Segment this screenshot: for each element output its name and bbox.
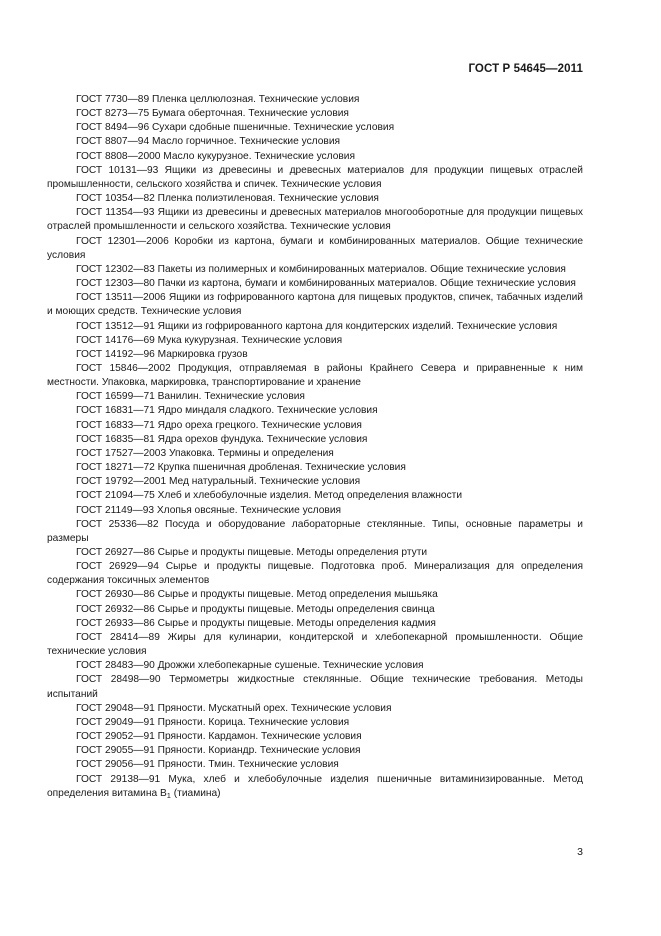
- reference-item: ГОСТ 12301—2006 Коробки из картона, бумаги и комбинированных материалов. Общие технические условия: [47, 235, 583, 261]
- reference-item: ГОСТ 26930—86 Сырье и продукты пищевые. Метод определения мышьяка: [76, 589, 438, 601]
- reference-item: ГОСТ 8494—96 Сухари сдобные пшеничные. Технические условия: [76, 122, 395, 134]
- reference-item: ГОСТ 16835—81 Ядра орехов фундука. Технические условия: [76, 433, 368, 445]
- reference-item: ГОСТ 26932—86 Сырье и продукты пищевые. Методы определения свинца: [76, 603, 435, 615]
- reference-item: ГОСТ 26929—94 Сырье и продукты пищевые. Подготовка проб. Минерализация для определения содержания токсичных элементов: [47, 561, 583, 587]
- reference-item: ГОСТ 25336—82 Посуда и оборудование лабораторные стеклянные. Типы, основные параметры и размеры: [47, 518, 583, 544]
- reference-item: ГОСТ 28483—90 Дрожжи хлебопекарные сушеные. Технические условия: [76, 660, 424, 672]
- reference-item: ГОСТ 29052—91 Пряности. Кардамон. Технические условия: [76, 731, 362, 743]
- reference-item: ГОСТ 16599—71 Ванилин. Технические условия: [76, 391, 305, 403]
- reference-item: ГОСТ 16833—71 Ядро ореха грецкого. Технические условия: [76, 419, 362, 431]
- reference-item: ГОСТ 29048—91 Пряности. Мускатный орех. Технические условия: [76, 702, 392, 714]
- reference-item: ГОСТ 29049—91 Пряности. Корица. Технические условия: [76, 716, 350, 728]
- reference-item: ГОСТ 10131—93 Ящики из древесины и древесных материалов для продукции пищевых отраслей промышленности, сельского хозяйства и спичек. Технические условия: [47, 164, 583, 190]
- reference-item: ГОСТ 26933—86 Сырье и продукты пищевые. Методы определения кадмия: [76, 617, 436, 629]
- reference-item: ГОСТ 13512—91 Ящики из гофрированного картона для кондитерских изделий. Технические условия: [76, 320, 558, 332]
- reference-item: ГОСТ 12303—80 Пачки из картона, бумаги и комбинированных материалов. Общие технические условия: [76, 278, 576, 290]
- reference-item: ГОСТ 12302—83 Пакеты из полимерных и комбинированных материалов. Общие технические условия: [76, 263, 566, 275]
- reference-item: ГОСТ 8273—75 Бумага оберточная. Технические условия: [76, 108, 349, 120]
- reference-suffix: (тиамина): [170, 787, 221, 799]
- reference-item: ГОСТ 11354—93 Ящики из древесины и древесных материалов многооборотные для продукции пищевых отраслей промышленности и сельского хозяйства. Технические условия: [47, 207, 583, 233]
- reference-item: ГОСТ 19792—2001 Мед натуральный. Технические условия: [76, 476, 361, 488]
- reference-item: ГОСТ 21149—93 Хлопья овсяные. Технические условия: [76, 504, 342, 516]
- document-id: ГОСТ Р 54645—2011: [468, 63, 583, 75]
- reference-item: ГОСТ 29056—91 Пряности. Тмин. Технические условия: [76, 759, 339, 771]
- reference-item: ГОСТ 14192—96 Маркировка грузов: [76, 348, 248, 360]
- reference-item: [47, 773, 583, 801]
- reference-item: ГОСТ 16831—71 Ядро миндаля сладкого. Технические условия: [76, 405, 378, 417]
- page-number: 3: [577, 846, 583, 858]
- reference-item: ГОСТ 28414—89 Жиры для кулинарии, кондитерской и хлебопекарной промышленности. Общие технические условия: [47, 631, 583, 658]
- reference-item: ГОСТ 18271—72 Крупка пшеничная дробленая. Технические условия: [76, 462, 406, 474]
- reference-subscript: 1: [166, 790, 171, 800]
- reference-item: ГОСТ 26927—86 Сырье и продукты пищевые. Методы определения ртути: [76, 547, 428, 558]
- reference-item: ГОСТ 21094—75 Хлеб и хлебобулочные изделия. Метод определения влажности: [76, 490, 463, 502]
- reference-item: ГОСТ 13511—2006 Ящики из гофрированного картона для пищевых продуктов, спичек, табачных изделий и моющих средств. Технические условия: [47, 292, 583, 318]
- reference-item: ГОСТ 8807—94 Масло горчичное. Технические условия: [76, 136, 341, 148]
- reference-item: ГОСТ 8808—2000 Масло кукурузное. Технические условия: [76, 150, 355, 162]
- reference-item: ГОСТ 29055—91 Пряности. Кориандр. Технические условия: [76, 745, 361, 757]
- reference-item: ГОСТ 7730—89 Пленка целлюлозная. Технические условия: [76, 94, 360, 105]
- reference-item: ГОСТ 10354—82 Пленка полиэтиленовая. Технические условия: [76, 193, 379, 205]
- reference-item: ГОСТ 28498—90 Термометры жидкостные стеклянные. Общие технические требования. Методы испытаний: [47, 674, 583, 700]
- reference-item: ГОСТ 15846—2002 Продукция, отправляемая в районы Крайнего Севера и приравненные к ним местности. Упаковка, маркировка, транспортирование и хранение: [47, 362, 583, 389]
- reference-list: [47, 93, 583, 801]
- reference-item: ГОСТ 17527—2003 Упаковка. Термины и определения: [76, 447, 334, 459]
- reference-text: ГОСТ 29138—91 Мука, хлеб и хлебобулочные изделия пшеничные витаминизированные. Метод определения витамина В: [47, 773, 583, 799]
- reference-item: ГОСТ 14176—69 Мука кукурузная. Технические условия: [76, 334, 343, 346]
